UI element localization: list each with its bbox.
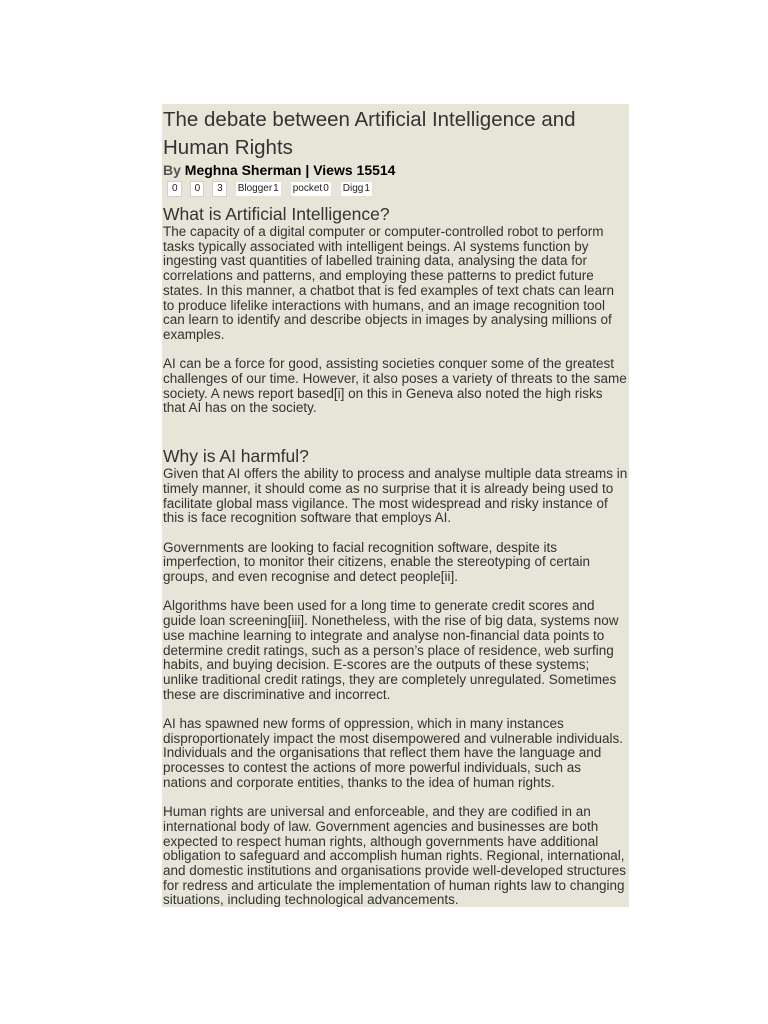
byline-by: By	[163, 162, 181, 178]
share-count: 0	[194, 183, 201, 194]
share-count: 0	[172, 183, 178, 194]
share-button-2[interactable]	[190, 181, 205, 197]
share-count: 1	[273, 183, 279, 194]
paragraph: Algorithms have been used for a long time to generate credit scores and guide loan screening[iii]. Nonetheless, with the rise of big data, systems now use machine learning to integrate and analyse non-financial data points to determine credit ratings, such as a person’s place of residence, web surfing habits, and buying decision. E-scores are the outputs of these systems; unlike traditional credit ratings, they are completely unregulated. Sometimes these are discriminative and incorrect.	[163, 598, 619, 702]
article-container	[162, 104, 629, 907]
digg-share-button[interactable]	[340, 181, 373, 197]
paragraph: Given that AI offers the ability to process and analyse multiple data streams in timely manner, it should come as no surprise that it is already being used to facilitate global mass vigilance. The most widespread and risky instance of this is face recognition software that employs AI.	[163, 466, 628, 526]
share-label: Digg	[342, 183, 364, 194]
share-button-3[interactable]	[212, 181, 227, 197]
pocket-share-button[interactable]	[290, 181, 332, 197]
byline-separator: |	[305, 162, 310, 178]
byline	[163, 161, 628, 179]
author-link[interactable]: Meghna Sherman	[184, 162, 302, 178]
paragraph: AI has spawned new forms of oppression, which in many instances disproportionately impact the most disempowered and vulnerable individuals. Individuals and the organisations that reflect them have the language and processes to contest the actions of more powerful individuals, such as nations and corporate entities, thanks to the idea of human rights.	[163, 716, 624, 790]
share-count: 0	[323, 183, 329, 194]
paragraph: Governments are looking to facial recognition software, despite its imperfection, to monitor their citizens, enable the stereotyping of certain groups, and even recognise and detect people[ii].	[163, 539, 590, 585]
share-button-1[interactable]	[167, 181, 182, 197]
section-heading-what-is-ai: What is Artificial Intelligence?	[163, 204, 390, 224]
section-heading-why-ai-harmful: Why is AI harmful?	[163, 446, 309, 467]
share-count: 1	[364, 183, 370, 194]
views-label: Views	[313, 162, 353, 178]
share-bar	[167, 181, 628, 197]
views-count: 15514	[356, 162, 396, 178]
blogger-share-button[interactable]	[235, 181, 282, 197]
paragraph: The capacity of a digital computer or computer-controlled robot to perform tasks typically associated with intelligent beings. AI systems function by ingesting vast quantities of labelled training data, analysing the data for correlations and patterns, and employing these patterns to predict future states. In this manner, a chatbot that is fed examples of text chats can learn to produce lifelike interactions with humans, and an image recognition tool can learn to identify and describe objects in images by analysing millions of examples.	[163, 224, 614, 342]
share-label: Blogger	[237, 183, 273, 194]
share-label: pocket	[292, 183, 323, 194]
paragraph: AI can be a force for good, assisting societies conquer some of the greatest challenges of our time. However, it also poses a variety of threats to the same society. A news report based[i] on this in Geneva also noted the high risks that AI has on the society.	[163, 356, 627, 416]
paragraph: Human rights are universal and enforceable, and they are codified in an international body of law. Government agencies and businesses are both expected to respect human rights, although governments have additional obligation to safeguard and accomplish human rights. Regional, international, and domestic institutions and organisations provide well-developed structures for redress and articulate the implementation of human rights law to changing situations, including technological advancements.	[163, 804, 627, 907]
article-title: The debate between Artificial Intelligence and Human Rights	[163, 108, 576, 159]
share-count: 3	[217, 183, 223, 194]
